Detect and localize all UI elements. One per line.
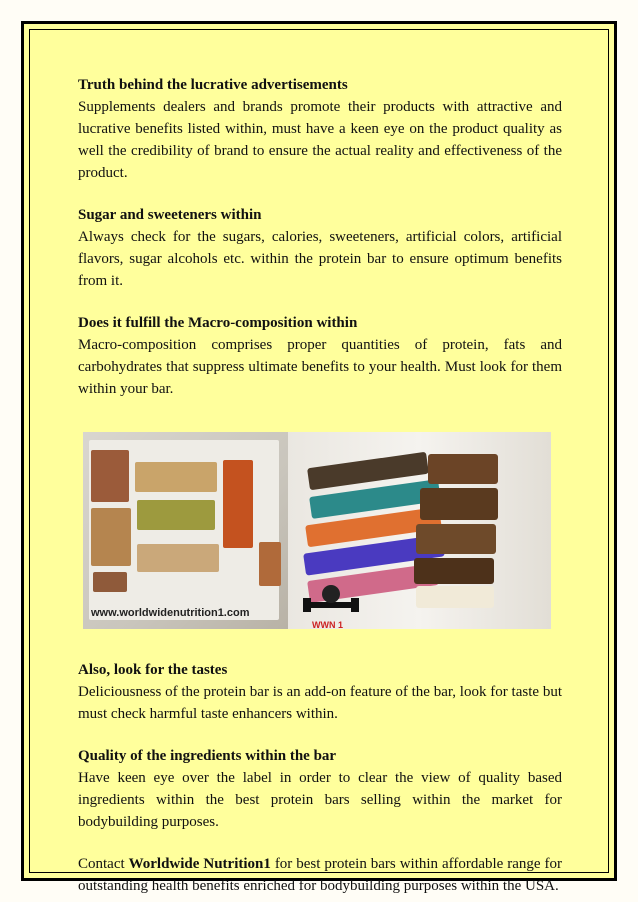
section-body: Always check for the sugars, calories, sweeteners, artificial colors, artificial flavors, sugar alcohols etc. within the protein bar to ensure optimum benefits from it. [78,229,562,289]
watermark-url: www.worldwidenutrition1.com [91,607,250,619]
granola-bar [93,572,127,592]
section-tastes [78,659,562,725]
section-advertisements [78,74,562,184]
section-macro [78,312,562,400]
chocolate-bar [416,586,494,608]
brand-name: Worldwide Nutrition1 [128,856,271,872]
granola-bar [135,462,217,492]
contact-suffix: for best protein bars within affordable range for outstanding health benefits enriched for bodybuilding purposes within the USA. [78,856,562,894]
section-sugar [78,204,562,292]
chocolate-bar [428,454,498,484]
section-heading: Sugar and sweeteners within [78,207,262,223]
section-heading: Truth behind the lucrative advertisements [78,77,348,93]
section-body: Supplements dealers and brands promote their products with attractive and lucrative benefits listed within, must have a keen eye on the product quality as well the credibility of brand to ensure the actual reality and effectiveness of the product. [78,99,562,181]
document-content [78,74,562,897]
granola-bar [91,450,129,502]
granola-bar [137,500,215,530]
granola-bar [223,460,253,548]
granola-bar [137,544,219,572]
section-heading: Does it fulfill the Macro-composition within [78,315,358,331]
logo-text: WWN 1 [312,620,343,629]
section-body: Macro-composition comprises proper quantities of protein, fats and carbohydrates that suppress ultimate benefits to your health. Must look for them within your bar. [78,337,562,397]
granola-bar [91,508,131,566]
section-body: Deliciousness of the protein bar is an add-on feature of the bar, look for taste but must check harmful taste enhancers within. [78,684,562,722]
chocolate-bar [416,524,496,554]
contact-prefix: Contact [78,856,129,872]
chocolate-bar [420,488,498,520]
chocolate-bar [414,558,494,584]
contact-paragraph [78,853,562,897]
protein-bars-image [83,432,551,629]
granola-bar [259,542,281,586]
section-heading: Quality of the ingredients within the bar [78,748,337,764]
granola-bars-photo [83,432,288,629]
section-ingredients [78,745,562,833]
section-heading: Also, look for the tastes [78,662,228,678]
section-body: Have keen eye over the label in order to clear the view of quality based ingredients within the best protein bars selling within the market for bodybuilding purposes. [78,770,562,830]
